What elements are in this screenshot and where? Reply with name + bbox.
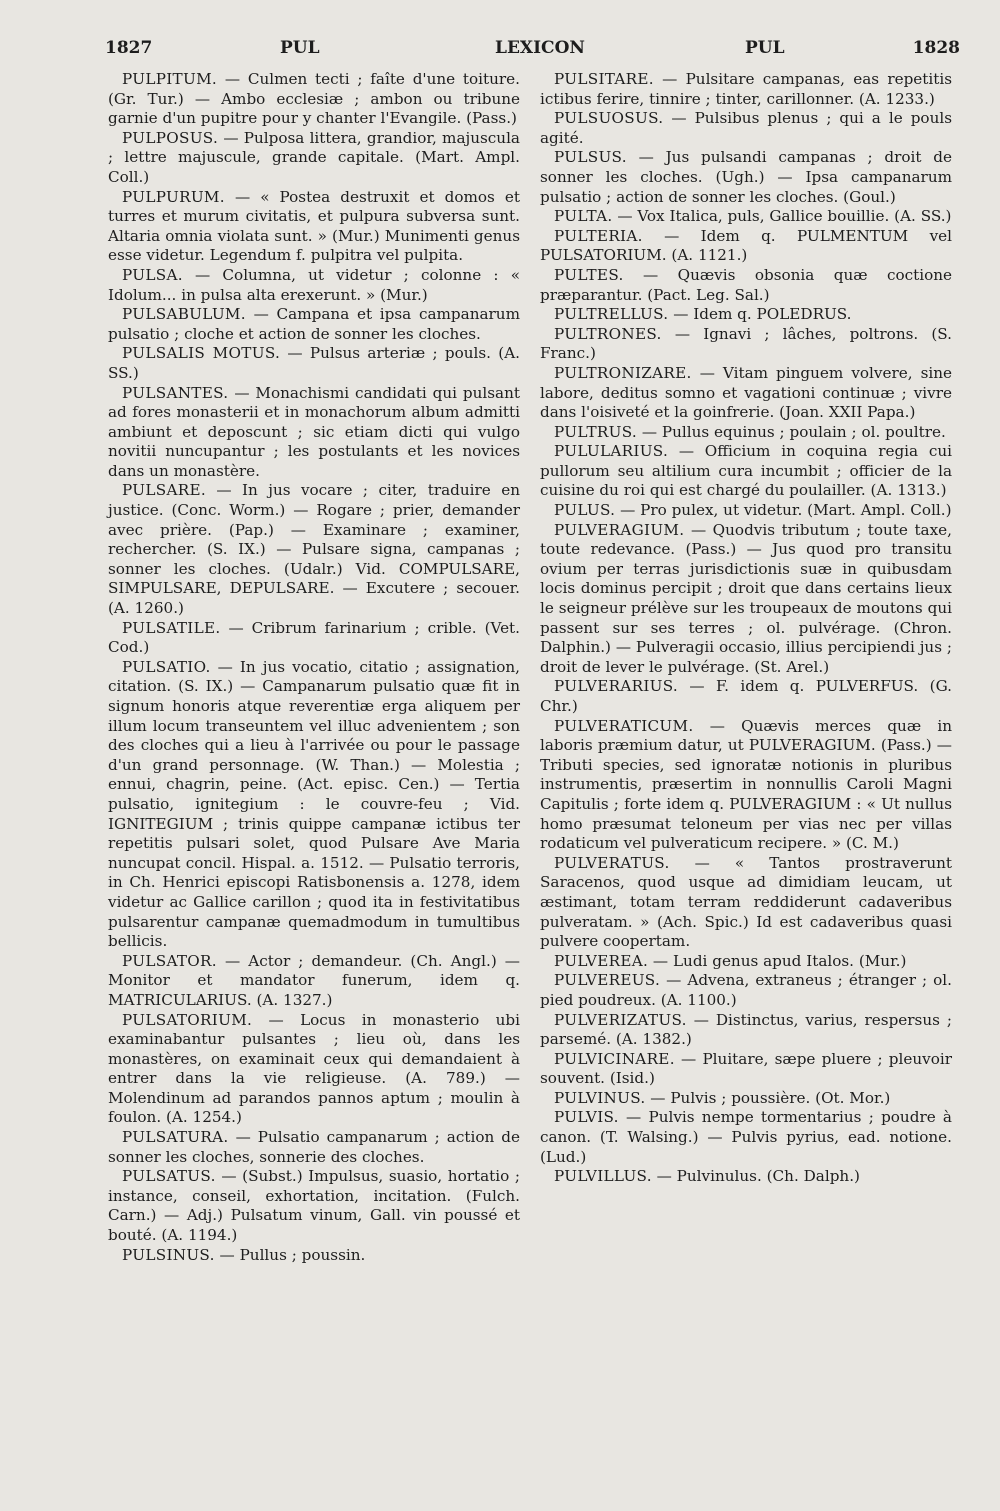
entry-definition: — « Tantos prostraverunt Saracenos, quod usque ad dimidiam leucam, ut æstimant, totam terram reddiderunt cadaveribus pulveratam. » (Ach. Spic.) Id est cadaveribus quasi pulvere coopertam. bbox=[540, 853, 952, 951]
entry-headword: PULTRUS. bbox=[554, 422, 638, 441]
entry-headword: PULSATILE. bbox=[122, 618, 221, 637]
entry-headword: PULPURUM. bbox=[122, 187, 225, 206]
entry-headword: PULTRONIZARE. bbox=[554, 363, 692, 382]
entry-definition: — Pulsibus plenus ; qui a le pouls agité. bbox=[540, 109, 952, 147]
entry-headword: PULULARIUS. bbox=[554, 442, 669, 461]
dictionary-entry bbox=[540, 148, 952, 207]
dictionary-entry bbox=[540, 521, 952, 678]
entry-headword: PULSATURA. bbox=[122, 1128, 229, 1147]
dictionary-entry bbox=[108, 305, 520, 344]
entry-headword: PULTES. bbox=[554, 265, 624, 284]
dictionary-entry bbox=[108, 1167, 520, 1245]
dictionary-entry bbox=[540, 1167, 952, 1187]
page-number-left: 1827 bbox=[105, 38, 153, 58]
dictionary-entry bbox=[540, 854, 952, 952]
entry-headword: PULSARE. bbox=[122, 481, 206, 500]
dictionary-entry bbox=[540, 442, 952, 501]
entry-definition: — Advena, extraneus ; étranger ; ol. pied poudreux. (A. 1100.) bbox=[540, 971, 952, 1009]
entry-definition: — Pulposa littera, grandior, majuscula ; lettre majuscule, grande capitale. (Mart. Ampl. Coll.) bbox=[108, 128, 520, 186]
dictionary-entry bbox=[540, 266, 952, 305]
entry-definition: — Pulvinulus. (Ch. Dalph.) bbox=[651, 1167, 860, 1186]
dictionary-entry bbox=[540, 423, 952, 443]
entry-headword: PULTA. bbox=[554, 207, 613, 226]
entry-definition: — Pluitare, sæpe pluere ; pleuvoir souvent. (Isid.) bbox=[540, 1049, 952, 1088]
entry-headword: PULVILLUS. bbox=[554, 1167, 652, 1186]
entry-definition: — F. idem q. PULVERFUS. (G. Chr.) bbox=[540, 677, 952, 715]
entry-headword: PULVIS. bbox=[554, 1108, 619, 1127]
entry-headword: PULTRELLUS. bbox=[554, 305, 669, 324]
dictionary-entry bbox=[540, 677, 952, 716]
entry-headword: PULSATUS. bbox=[122, 1167, 216, 1186]
entry-headword: PULVICINARE. bbox=[554, 1049, 675, 1068]
page-header bbox=[105, 38, 960, 68]
entry-definition: — Quævis obsonia quæ coctione præparantur. (Pact. Leg. Sal.) bbox=[540, 265, 952, 304]
entry-headword: PULSITARE. bbox=[554, 70, 654, 88]
entry-definition: — Monachismi candidati qui pulsant ad fores monasterii et in monachorum album admitti ambiunt et deposcunt ; sic etiam dicti qui vulgo novitii nuncupantur ; les postulants et les novices dans un monastère. bbox=[108, 383, 520, 480]
right-column bbox=[540, 70, 952, 1187]
entry-definition: — Quodvis tributum ; toute taxe, toute redevance. (Pass.) — Jus quod pro transitu ovium per terras jurisdictionis suæ in quibusdam locis dominus percipit ; droit que dans certains lieux le seigneur prélève sur les troupeaux de moutons qui passent sur ses terres ; ol. pulvérage. (Chron. Dalphin.) — Pulveragii occasio, illius percipiendi jus ; droit de lever le pulvérage. (St. Arel.) bbox=[540, 520, 952, 676]
entry-headword: PULTERIA. bbox=[554, 226, 643, 245]
entry-definition: — (Subst.) Impulsus, suasio, hortatio ; instance, conseil, exhortation, incitation. (Fulch. Carn.) — Adj.) Pulsatum vinum, Gall. vin poussé et bouté. (A. 1194.) bbox=[108, 1167, 520, 1245]
dictionary-entry bbox=[540, 501, 952, 521]
entry-definition: — Vox Italica, puls, Gallice bouillie. (A. SS.) bbox=[612, 207, 952, 226]
dictionary-entry bbox=[108, 384, 520, 482]
dictionary-entry bbox=[108, 619, 520, 658]
entry-definition: — Quævis merces quæ in laboris præmium datur, ut PULVERAGIUM. (Pass.) — Tributi species, sed ignoratæ notionis in pluribus instrumentis, præsertim in nonnullis Caroli Magni Capitulis ; forte idem q. PULVERAGIUM : « Ut nullus homo præsumat teloneum per vias nec per villas rodaticum vel pulveraticum recipere. » (C. M.) bbox=[540, 716, 952, 853]
entry-definition: — Campana et ipsa campanarum pulsatio ; cloche et action de sonner les cloches. bbox=[108, 305, 520, 343]
entry-definition: — Pulvis ; poussière. (Ot. Mor.) bbox=[645, 1088, 891, 1107]
dictionary-entry bbox=[108, 70, 520, 129]
entry-definition: — In jus vocare ; citer, traduire en justice. (Conc. Worm.) — Rogare ; prier, demander avec prière. (Pap.) — Examinare ; examiner, rechercher. (S. IX.) — Pulsare signa, campanas ; sonner les cloches. (Udalr.) Vid. COMPULSARE, SIMPULSARE, DEPULSARE. — Excutere ; secouer. (A. 1260.) bbox=[108, 481, 520, 618]
entry-headword: PULVERATUS. bbox=[554, 853, 670, 872]
dictionary-entry bbox=[108, 129, 520, 188]
entry-headword: PULUS. bbox=[554, 501, 616, 520]
entry-definition: — Pro pulex, ut videtur. (Mart. Ampl. Coll.) bbox=[615, 501, 952, 520]
entry-definition: — Pullus equinus ; poulain ; ol. poultre. bbox=[637, 422, 946, 441]
dictionary-entry bbox=[108, 658, 520, 952]
dictionary-entry bbox=[540, 227, 952, 266]
dictionary-entry bbox=[540, 70, 952, 109]
entry-headword: PULSANTES. bbox=[122, 383, 229, 402]
entry-definition: — Culmen tecti ; faîte d'une toiture. (Gr. Tur.) — Ambo ecclesiæ ; ambon ou tribune garnie d'un pupitre pour y chanter l'Evangile. (Pass.) bbox=[108, 70, 520, 128]
entry-headword: PULVEREA. bbox=[554, 951, 649, 970]
entry-definition: — Jus pulsandi campanas ; droit de sonner les cloches. (Ugh.) — Ipsa campanarum pulsatio ; action de sonner les cloches. (Goul.) bbox=[540, 148, 952, 206]
entry-definition: — « Postea destruxit et domos et turres et murum civitatis, et pulpura subversa sunt. Altaria omnia violata sunt. » (Mur.) Munimenti genus esse videtur. Legendum f. pulpitra vel pulpita. bbox=[108, 187, 520, 265]
entry-headword: PULSATOR. bbox=[122, 951, 217, 970]
entry-headword: PULSINUS. bbox=[122, 1245, 215, 1264]
entry-headword: PULSUOSUS. bbox=[554, 109, 664, 128]
entry-headword: PULPITUM. bbox=[122, 70, 218, 88]
entry-headword: PULVEREUS. bbox=[554, 971, 661, 990]
entry-headword: PULSALIS MOTUS. bbox=[122, 344, 281, 363]
entry-headword: PULVERATICUM. bbox=[554, 716, 694, 735]
entry-headword: PULSUS. bbox=[554, 148, 627, 167]
entry-definition: — Pullus ; poussin. bbox=[214, 1245, 366, 1264]
entry-headword: PULVINUS. bbox=[554, 1088, 646, 1107]
entry-headword: PULSATIO. bbox=[122, 657, 211, 676]
dictionary-entry bbox=[108, 952, 520, 1011]
dictionary-entry bbox=[540, 717, 952, 854]
left-guide-word: PUL bbox=[280, 38, 320, 58]
entry-definition: — Pulsatio campanarum ; action de sonner les cloches, sonnerie des cloches. bbox=[108, 1128, 520, 1166]
entry-definition: — Distinctus, varius, respersus ; parsemé. (A. 1382.) bbox=[540, 1010, 952, 1049]
entry-headword: PULSATORIUM. bbox=[122, 1010, 253, 1029]
dictionary-entry bbox=[540, 109, 952, 148]
dictionary-entry bbox=[540, 952, 952, 972]
entry-definition: — Ignavi ; lâches, poltrons. (S. Franc.) bbox=[540, 324, 952, 363]
entry-definition: — Pulsus arteriæ ; pouls. (A. SS.) bbox=[108, 344, 520, 382]
entry-definition: — Columna, ut videtur ; colonne : « Idolum... in pulsa alta erexerunt. » (Mur.) bbox=[108, 265, 520, 304]
entry-headword: PULVERIZATUS. bbox=[554, 1010, 687, 1029]
entry-headword: PULSABULUM. bbox=[122, 305, 246, 324]
entry-definition: — Ludi genus apud Italos. (Mur.) bbox=[648, 951, 907, 970]
dictionary-entry bbox=[540, 971, 952, 1010]
entry-definition: — Locus in monasterio ubi examinabantur pulsantes ; lieu où, dans les monastères, on examinait ceux qui demandaient à entrer dans la vie religieuse. (A. 789.) — Molendinum ad parandos pannos aptum ; moulin à foulon. (A. 1254.) bbox=[108, 1010, 520, 1127]
dictionary-entry bbox=[108, 1246, 520, 1266]
running-title: LEXICON bbox=[495, 38, 585, 58]
entry-definition: — Officium in coquina regia cui pullorum seu altilium cura incumbit ; officier de la cuisine du roi qui est chargé du poulailler. (A. 1313.) bbox=[540, 442, 952, 500]
dictionary-entry bbox=[108, 481, 520, 618]
entry-headword: PULPOSUS. bbox=[122, 128, 219, 147]
entry-definition: — Idem q. PULMENTUM vel PULSATORIUM. (A. 1121.) bbox=[540, 226, 952, 265]
dictionary-entry bbox=[108, 266, 520, 305]
entry-headword: PULVERAGIUM. bbox=[554, 520, 685, 539]
dictionary-entry bbox=[540, 1108, 952, 1167]
left-column bbox=[108, 70, 520, 1265]
dictionary-entry bbox=[540, 207, 952, 227]
dictionary-entry bbox=[108, 1011, 520, 1129]
dictionary-entry bbox=[540, 364, 952, 423]
entry-headword: PULVERARIUS. bbox=[554, 677, 679, 696]
dictionary-entry bbox=[540, 1050, 952, 1089]
entry-definition: — Vitam pinguem volvere, sine labore, deditus somno et vagationi continuæ ; vivre dans l'oisiveté et la goinfrerie. (Joan. XXII Papa.) bbox=[540, 363, 952, 422]
entry-definition: — Pulvis nempe tormentarius ; poudre à canon. (T. Walsing.) — Pulvis pyrius, ead. notione. (Lud.) bbox=[540, 1108, 952, 1166]
dictionary-entry bbox=[108, 1128, 520, 1167]
entry-definition: — In jus vocatio, citatio ; assignation, citation. (S. IX.) — Campanarum pulsatio quæ fit in signum honoris atque reverentiæ erga aliquem per illum locum transeuntem vel illuc advenientem ; son des cloches qui a lieu à l'arrivée ou pour le passage d'un grand personnage. (W. Than.) — Molestia ; ennui, chagrin, peine. (Act. episc. Cen.) — Tertia pulsatio, ignitegium : le couvre-feu ; Vid. IGNITEGIUM ; trinis quippe campanæ ictibus ter repetitis pulsari solet, quod Pulsare Ave Maria nuncupat concil. Hispal. a. 1512. — Pulsatio terroris, in Ch. Henrici episcopi Ratisbonensis a. 1278, idem videtur ac Gallice carillon ; quod ita in festivitatibus pulsarentur campanæ quemadmodum in tumultibus bellicis. bbox=[108, 657, 520, 951]
page-number-right: 1828 bbox=[912, 38, 960, 58]
entry-headword: PULSA. bbox=[122, 265, 183, 284]
dictionary-entry bbox=[540, 1089, 952, 1109]
right-guide-word: PUL bbox=[745, 38, 785, 58]
dictionary-entry bbox=[540, 1011, 952, 1050]
entry-definition: — Idem q. POLEDRUS. bbox=[668, 305, 852, 324]
dictionary-entry bbox=[540, 325, 952, 364]
entry-headword: PULTRONES. bbox=[554, 324, 662, 343]
dictionary-entry bbox=[108, 188, 520, 266]
entry-definition: — Pulsitare campanas, eas repetitis ictibus ferire, tinnire ; tinter, carillonner. (A. 1233.) bbox=[540, 70, 952, 108]
entry-definition: — Actor ; demandeur. (Ch. Angl.) — Monitor et mandator funerum, idem q. MATRICULARIUS. (A. 1327.) bbox=[108, 951, 520, 1009]
dictionary-entry bbox=[108, 344, 520, 383]
dictionary-entry bbox=[540, 305, 952, 325]
entry-definition: — Cribrum farinarium ; crible. (Vet. Cod.) bbox=[108, 618, 520, 657]
